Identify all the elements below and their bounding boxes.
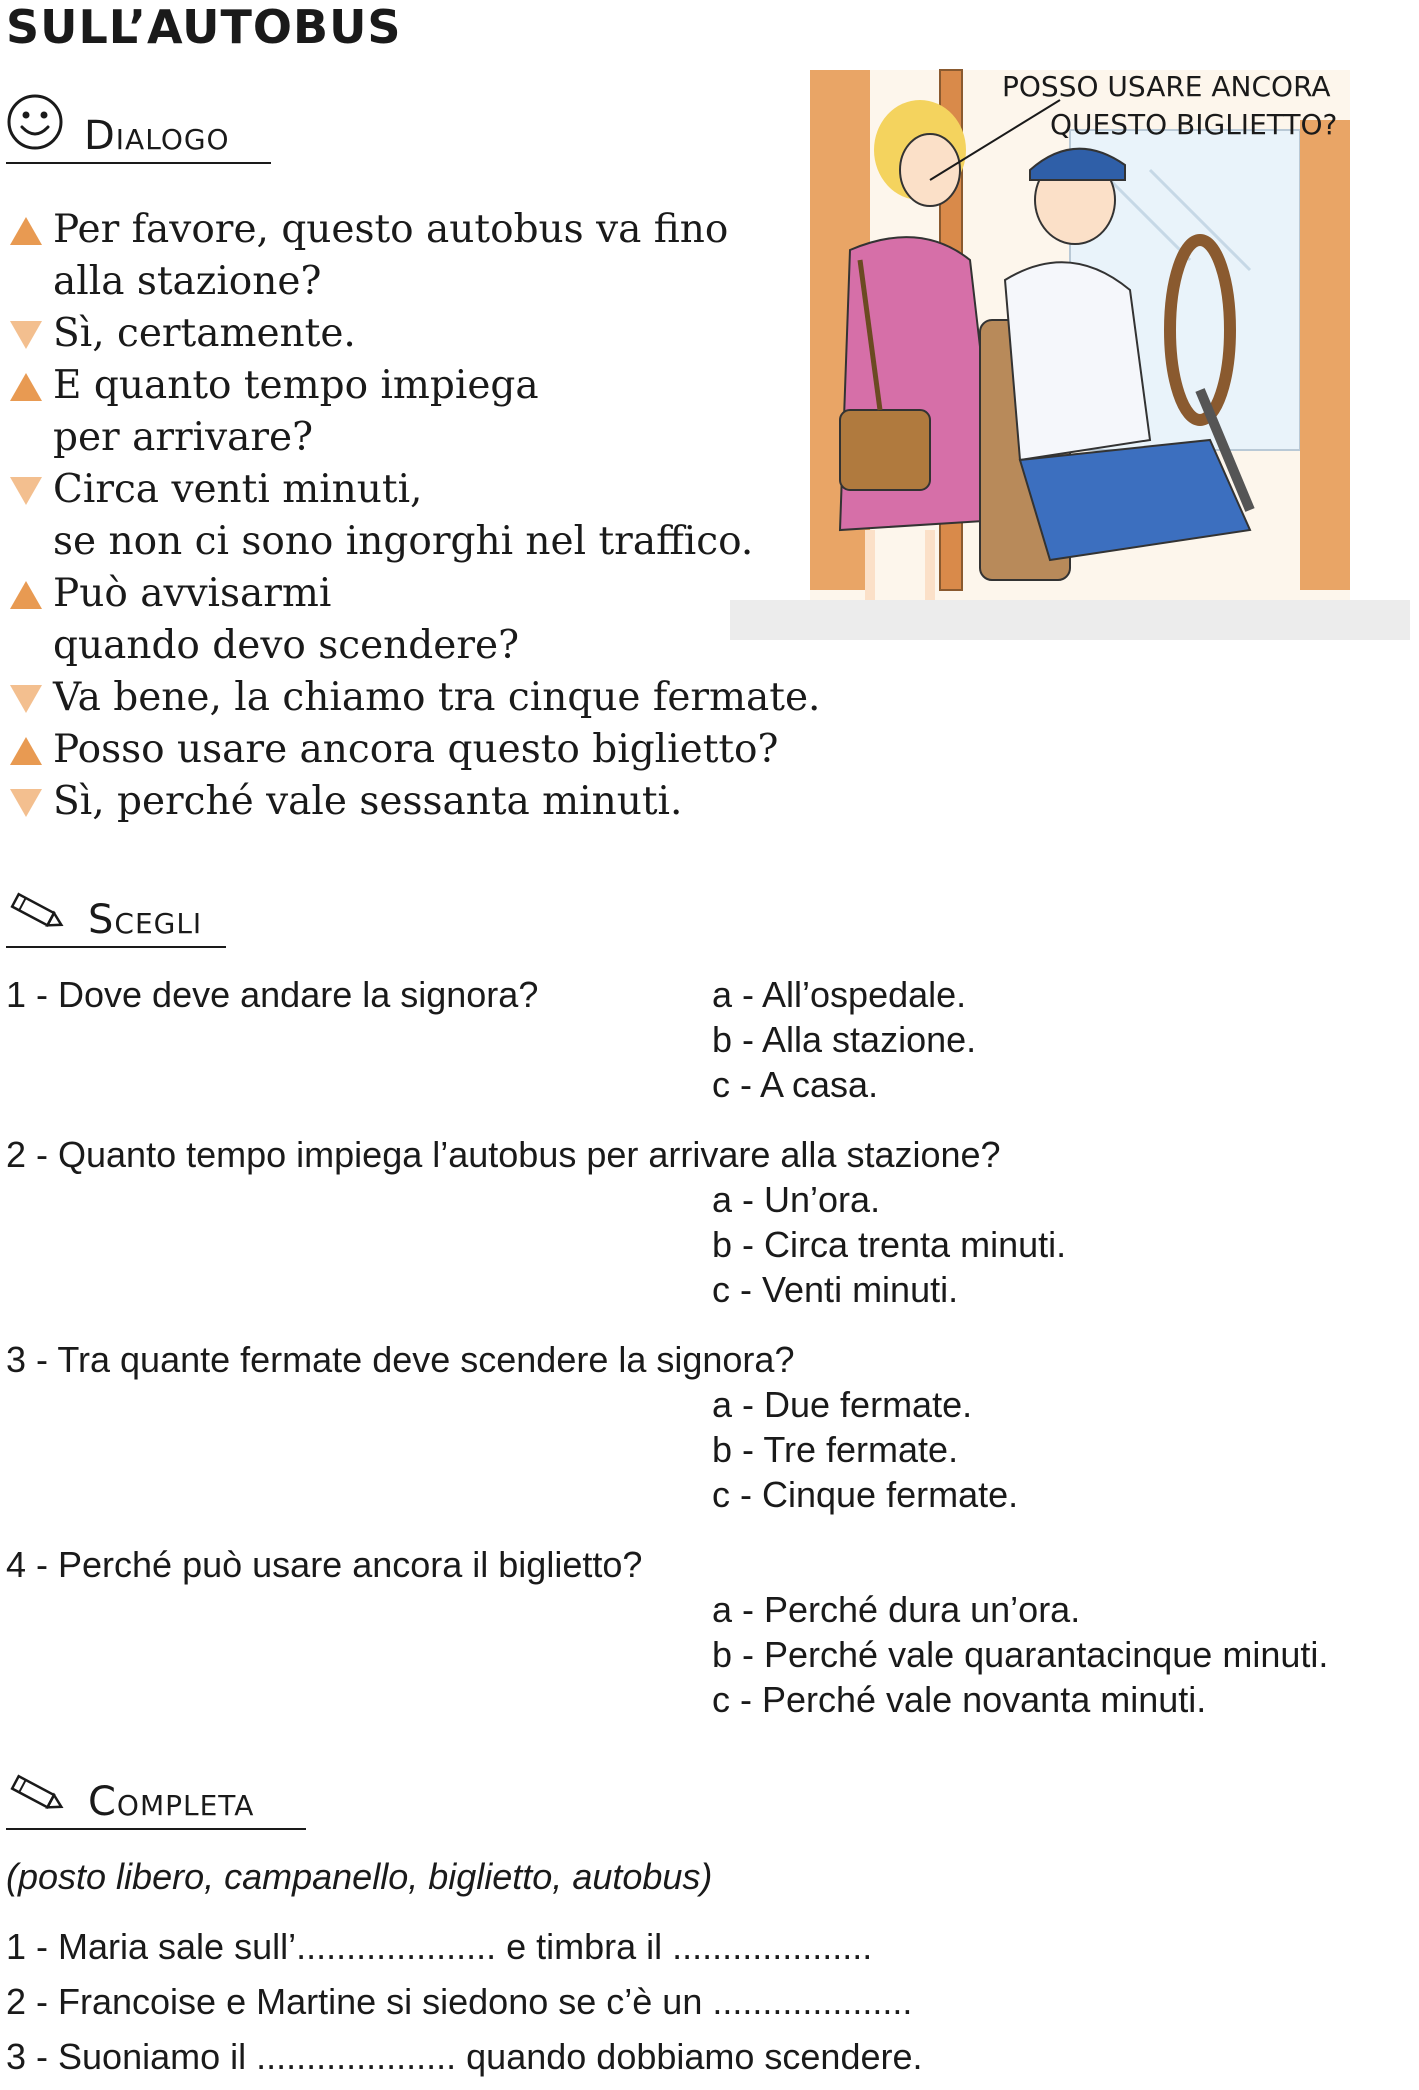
option-3a[interactable]: a - Due fermate. bbox=[712, 1384, 973, 1425]
turn-down-triangle-icon bbox=[10, 789, 42, 817]
dialogue-line: per arrivare? bbox=[53, 415, 314, 460]
dialogue bbox=[8, 204, 828, 828]
section-label-scegli: Scegli bbox=[88, 897, 203, 943]
option-1c[interactable]: c - A casa. bbox=[712, 1064, 879, 1105]
option-1a[interactable]: a - All’ospedale. bbox=[712, 974, 967, 1015]
option-4c[interactable]: c - Perché vale novanta minuti. bbox=[712, 1679, 1207, 1720]
option-2b[interactable]: b - Circa trenta minuti. bbox=[712, 1224, 1067, 1265]
fill-sentence-3[interactable]: 3 - Suoniamo il .................... quando dobbiamo scendere. bbox=[6, 2036, 923, 2077]
dialogue-line: quando devo scendere? bbox=[53, 623, 519, 668]
section-label-completa: Completa bbox=[88, 1779, 255, 1825]
dialogue-line: alla stazione? bbox=[53, 259, 322, 304]
dialogue-line: Va bene, la chiamo tra cinque fermate. bbox=[8, 672, 828, 724]
fill-sentence-2[interactable]: 2 - Francoise e Martine si siedono se c’è un .................... bbox=[6, 1981, 913, 2022]
turn-down-triangle-icon bbox=[10, 477, 42, 505]
turn-up-triangle-icon bbox=[10, 217, 42, 245]
section-heading-completa bbox=[6, 1766, 306, 1830]
question-2: 2 - Quanto tempo impiega l’autobus per arrivare alla stazione? bbox=[6, 1134, 1001, 1175]
dialogue-line: Può avvisarmi bbox=[8, 568, 828, 620]
dialogue-line: Sì, certamente. bbox=[8, 308, 828, 360]
turn-down-triangle-icon bbox=[10, 321, 42, 349]
dialogue-line: E quanto tempo impiega bbox=[8, 360, 828, 412]
bus-illustration bbox=[730, 60, 1410, 680]
option-2c[interactable]: c - Venti minuti. bbox=[712, 1269, 959, 1310]
dialogue-line: se non ci sono ingorghi nel traffico. bbox=[53, 519, 754, 564]
turn-up-triangle-icon bbox=[10, 737, 42, 765]
option-2a[interactable]: a - Un’ora. bbox=[712, 1179, 881, 1220]
pencil-icon bbox=[6, 1773, 68, 1822]
section-heading-dialogo bbox=[6, 100, 271, 164]
pencil-icon bbox=[6, 891, 68, 940]
dialogue-line: Sì, perché vale sessanta minuti. bbox=[8, 776, 828, 828]
page-title: SULL’AUTOBUS bbox=[6, 0, 402, 54]
option-1b[interactable]: b - Alla stazione. bbox=[712, 1019, 977, 1060]
option-4b[interactable]: b - Perché vale quarantacinque minuti. bbox=[712, 1634, 1329, 1675]
option-4a[interactable]: a - Perché dura un’ora. bbox=[712, 1589, 1081, 1630]
section-label-dialogo: Dialogo bbox=[84, 113, 230, 159]
word-bank-hint: (posto libero, campanello, biglietto, autobus) bbox=[6, 1856, 713, 1897]
speech-text-line2: QUESTO BIGLIETTO? bbox=[1050, 108, 1338, 141]
option-3b[interactable]: b - Tre fermate. bbox=[712, 1429, 959, 1470]
turn-up-triangle-icon bbox=[10, 581, 42, 609]
option-3c[interactable]: c - Cinque fermate. bbox=[712, 1474, 1019, 1515]
fill-sentence-1[interactable]: 1 - Maria sale sull’.................... e timbra il .................... bbox=[6, 1926, 873, 1967]
dialogue-line: Circa venti minuti, bbox=[8, 464, 828, 516]
dialogue-line: Per favore, questo autobus va fino bbox=[8, 204, 828, 256]
dialogue-line: Posso usare ancora questo biglietto? bbox=[8, 724, 828, 776]
question-1: 1 - Dove deve andare la signora? bbox=[6, 974, 539, 1015]
section-heading-scegli bbox=[6, 884, 226, 948]
question-3: 3 - Tra quante fermate deve scendere la signora? bbox=[6, 1339, 795, 1380]
speech-text-line1: POSSO USARE ANCORA bbox=[1002, 70, 1331, 103]
question-4: 4 - Perché può usare ancora il biglietto? bbox=[6, 1544, 643, 1585]
turn-down-triangle-icon bbox=[10, 685, 42, 713]
turn-up-triangle-icon bbox=[10, 373, 42, 401]
smiley-icon bbox=[6, 93, 64, 156]
